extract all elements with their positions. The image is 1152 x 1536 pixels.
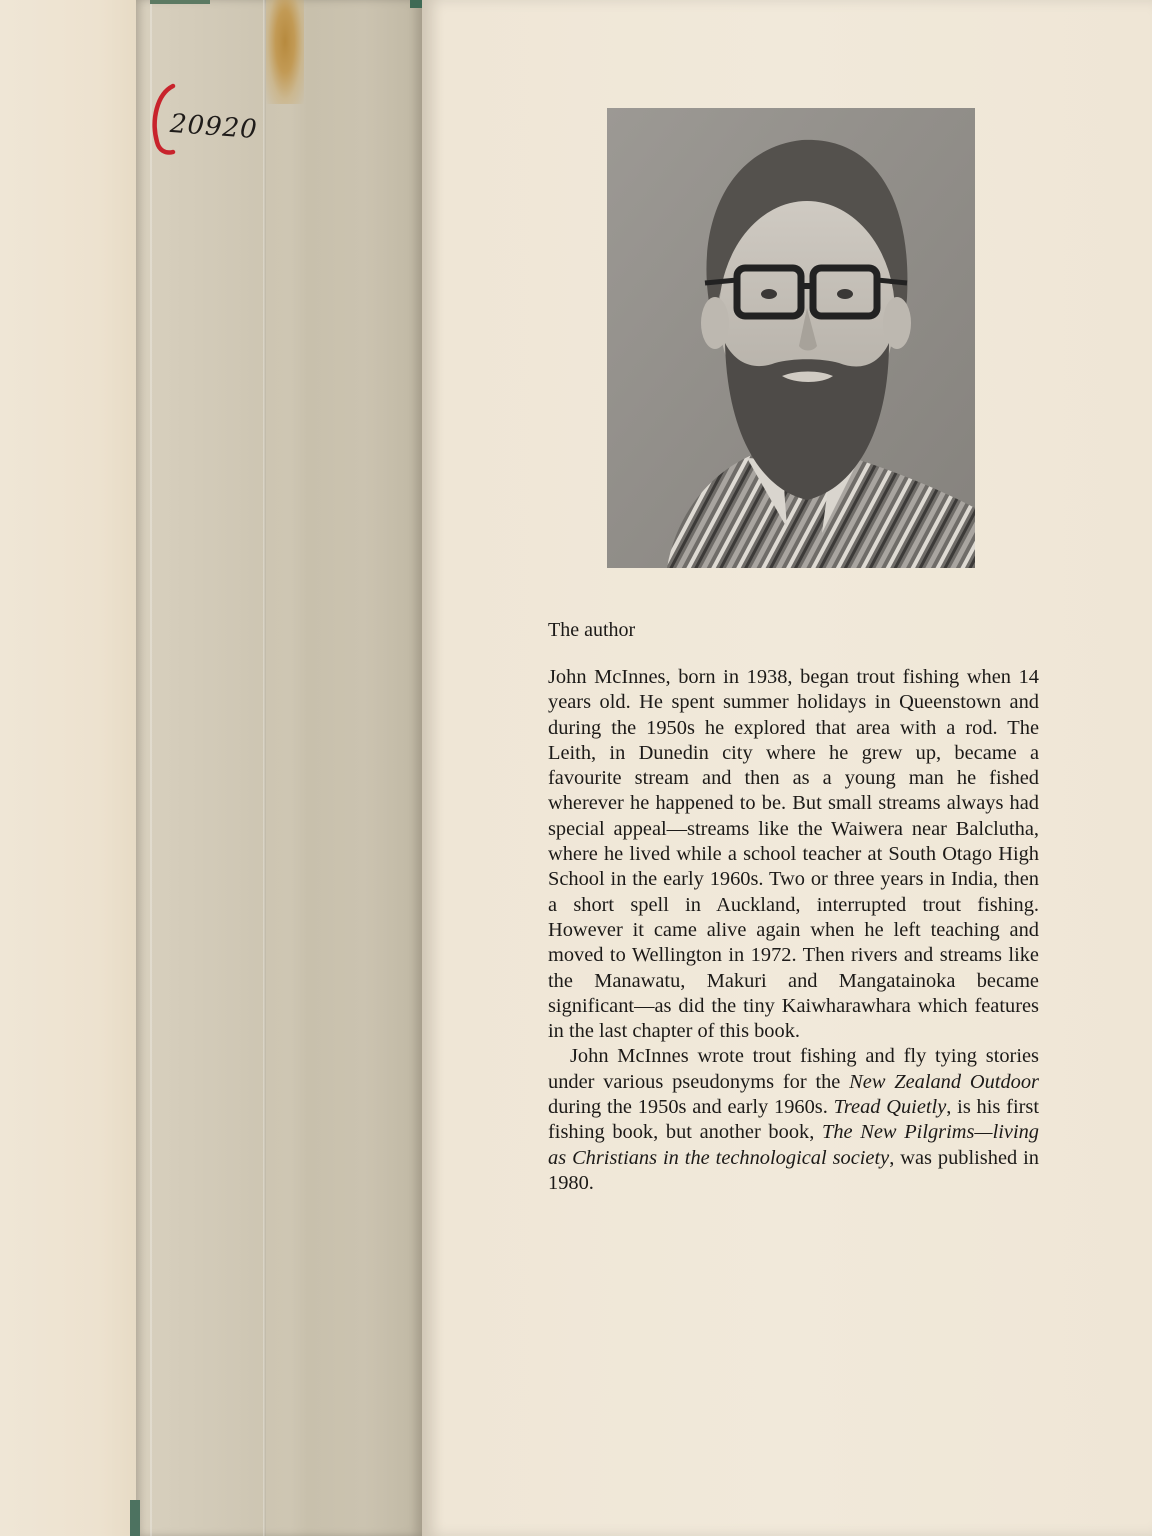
green-cloth-edge-bottom <box>130 1500 140 1536</box>
spine-crease <box>263 0 266 1536</box>
bio-text: John McInnes wrote trout fishing and fly tying stories under various pseudonyms for the <box>548 1045 1039 1093</box>
bio-text: during the 1950s and early 1960s. <box>548 1096 834 1119</box>
green-cloth-edge-top <box>150 0 210 4</box>
author-biography <box>548 665 1039 1196</box>
publication-title: New Zealand Outdoor <box>849 1070 1039 1093</box>
spine-edge <box>150 0 152 1536</box>
left-book-page <box>0 0 140 1536</box>
bio-paragraph-1: John McInnes, born in 1938, began trout fishing when 14 years old. He spent summer holidays in Queenstown and during the 1950s he explored that area with a rod. The Leith, in Dunedin city where he grew up, became a favourite stream and then as a young man he fished wherever he happened to be. But small streams always had special appeal—streams like the Waiwera near Balclutha, where he lived while a school teacher at South Otago High School in the early 1960s. Two or three years in India, then a short spell in Auckland, interrupted trout fishing. However it came alive again when he left teaching and moved to Wellington in 1972. Then rivers and streams like the Manawatu, Makuri and Mangatainoka became significant—as did the tiny Kaiwharawhara which features in the last chapter of this book. <box>548 666 1039 1043</box>
library-number: 20920 <box>169 108 259 146</box>
bio-text: , was published in 1980. <box>548 1146 1039 1194</box>
book-title: The New Pilgrims—living as Christians in the technological society <box>548 1121 1040 1169</box>
author-photo <box>607 108 975 568</box>
book-title: Tread Quietly <box>833 1096 947 1119</box>
section-heading: The author <box>548 619 636 641</box>
bio-text: , is his first fishing book, but another book, <box>548 1096 1039 1144</box>
bio-paragraph-2 <box>548 1044 1039 1196</box>
dust-jacket-spine <box>136 0 422 1536</box>
